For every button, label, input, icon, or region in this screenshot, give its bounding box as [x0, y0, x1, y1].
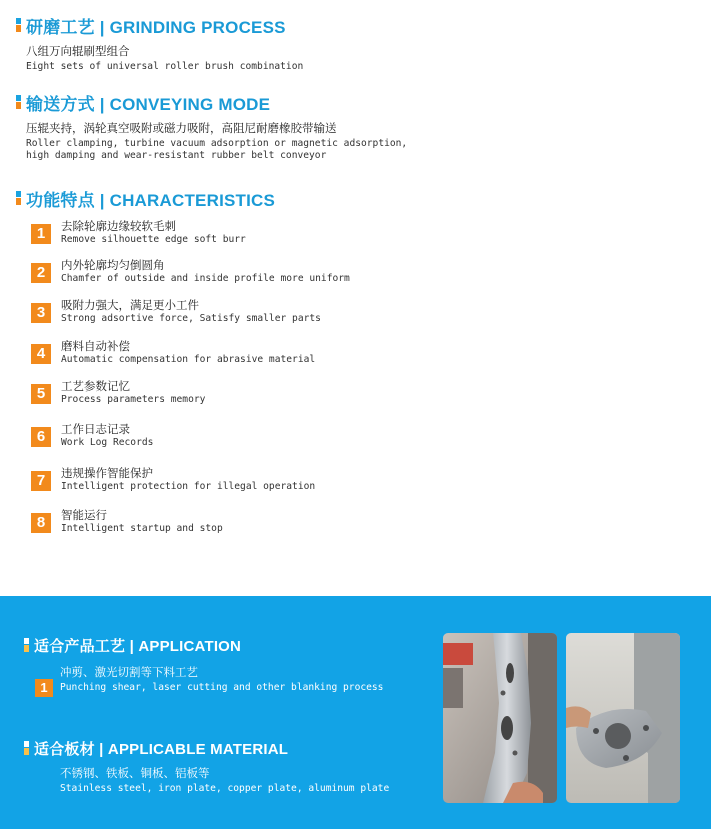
feature-number-badge: 1: [31, 224, 51, 244]
feature-number-badge: 7: [31, 471, 51, 491]
characteristics-title: 功能特点 | CHARACTERISTICS: [26, 190, 276, 210]
feature-number-badge: 6: [31, 427, 51, 447]
material-cn: 不锈钢、铁板、铜板、铝板等: [60, 766, 210, 780]
grinding-cn: 八组万向辊刷型组合: [26, 44, 130, 58]
feature-cn: 吸附力强大，满足更小工件: [61, 298, 199, 312]
feature-number-badge: 8: [31, 513, 51, 533]
workpiece-photo-2: [566, 633, 680, 803]
application-header: [24, 634, 241, 656]
grinding-header: [16, 14, 286, 36]
feature-number-badge: 2: [31, 263, 51, 283]
conveying-en-1: Roller clamping, turbine vacuum adsorption or magnetic adsorption,: [26, 138, 408, 149]
application-number-badge: 1: [35, 679, 53, 697]
feature-number-badge: 3: [31, 303, 51, 323]
conveying-title: 输送方式 | CONVEYING MODE: [26, 94, 271, 114]
material-header: [24, 737, 288, 759]
material-title: 适合板材 | APPLICABLE MATERIAL: [34, 740, 289, 758]
conveying-header: [16, 91, 270, 113]
feature-number-badge: 5: [31, 384, 51, 404]
material-en: Stainless steel, iron plate, copper plate, aluminum plate: [60, 783, 390, 794]
conveying-cn: 压辊夹持，涡轮真空吸附或磁力吸附，高阻尼耐磨橡胶带输送: [26, 121, 337, 135]
characteristics-header: [16, 187, 275, 209]
feature-en: Intelligent startup and stop: [61, 523, 223, 534]
feature-cn: 工作日志记录: [61, 422, 130, 436]
grinding-title: 研磨工艺 | GRINDING PROCESS: [26, 17, 286, 37]
section-marker-icon: [16, 18, 21, 32]
feature-cn: 工艺参数记忆: [61, 379, 130, 393]
feature-cn: 智能运行: [61, 508, 107, 522]
feature-en: Work Log Records: [61, 437, 154, 448]
feature-number-badge: 4: [31, 344, 51, 364]
feature-en: Automatic compensation for abrasive material: [61, 354, 316, 365]
application-cn: 冲剪、激光切割等下料工艺: [60, 665, 198, 679]
workpiece-photo-1: [443, 633, 557, 803]
feature-en: Strong adsortive force, Satisfy smaller parts: [61, 313, 321, 324]
feature-en: Intelligent protection for illegal operation: [61, 481, 316, 492]
section-marker-icon: [24, 741, 29, 755]
section-marker-icon: [16, 95, 21, 109]
conveying-en-2: high damping and wear-resistant rubber belt conveyor: [26, 150, 327, 161]
material-body: [60, 765, 389, 795]
grinding-body: [26, 43, 303, 73]
application-title: 适合产品工艺 | APPLICATION: [34, 637, 242, 655]
feature-en: Chamfer of outside and inside profile more uniform: [61, 273, 350, 284]
application-en: Punching shear, laser cutting and other blanking process: [60, 682, 384, 693]
section-marker-icon: [16, 191, 21, 205]
feature-cn: 去除轮廓边缘较软毛刺: [61, 219, 176, 233]
conveying-body: [26, 120, 407, 162]
feature-en: Process parameters memory: [61, 394, 206, 405]
feature-cn: 内外轮廓均匀倒圆角: [61, 258, 165, 272]
grinding-en: Eight sets of universal roller brush combination: [26, 61, 304, 72]
feature-cn: 违规操作智能保护: [61, 466, 153, 480]
feature-en: Remove silhouette edge soft burr: [61, 234, 246, 245]
section-marker-icon: [24, 638, 29, 652]
feature-cn: 磨料自动补偿: [61, 339, 130, 353]
